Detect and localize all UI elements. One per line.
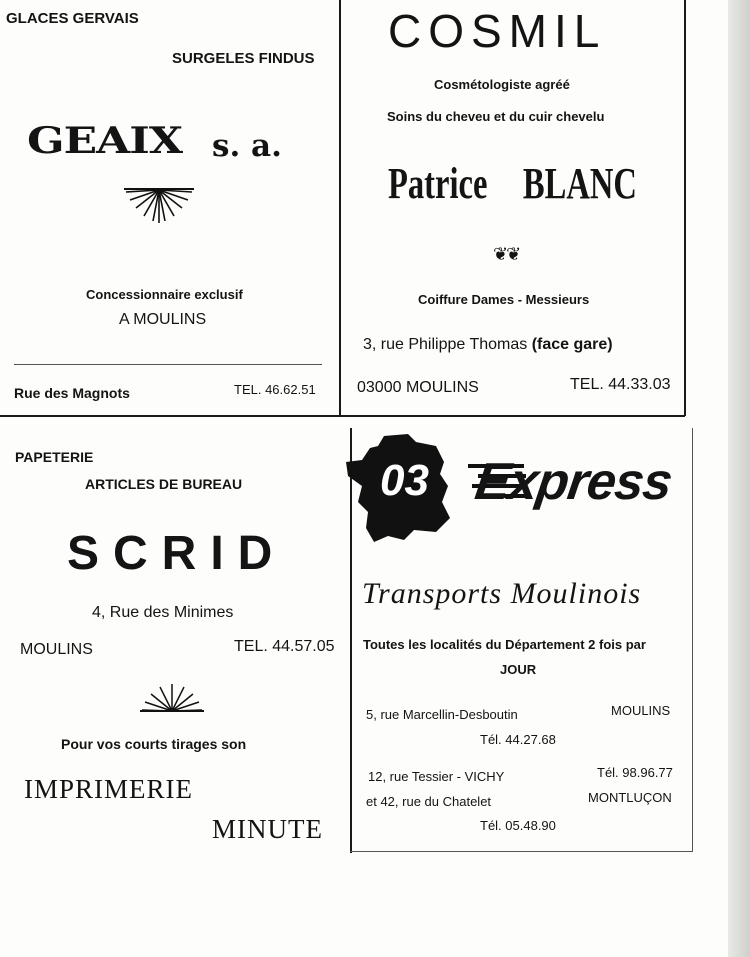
cosmil-owner: [388, 158, 637, 209]
scrid-line1: PAPETERIE: [15, 449, 94, 465]
geaix-tel: TEL. 46.62.51: [234, 382, 316, 397]
cosmil-line1: Cosmétologiste agréé: [434, 77, 570, 92]
geaix-name-text: GEAIX: [27, 120, 182, 162]
scrid-tel: TEL. 44.57.05: [234, 638, 335, 655]
scrid-city: MOULINS: [20, 641, 93, 658]
geaix-suffix: s. a.: [212, 128, 282, 164]
sunburst-icon: [140, 683, 204, 713]
express-tel2: Tél. 98.96.77: [597, 765, 673, 780]
express-city1: MOULINS: [611, 703, 671, 718]
scrid-brand2: MINUTE: [212, 814, 323, 844]
express-city3: MONTLUÇON: [588, 790, 672, 805]
cosmil-address-main: 3, rue Philippe Thomas: [363, 336, 532, 353]
express-name: Transports Moulinois: [362, 577, 642, 610]
divider-thin-geaix: [14, 364, 322, 365]
express-desc2: JOUR: [500, 662, 537, 677]
divider-bottom: [350, 851, 693, 852]
express-desc1: Toutes les localités du Département 2 fois par: [363, 637, 646, 652]
divider-vertical-top: [339, 0, 341, 415]
scrid-brand1: IMPRIMERIE: [24, 774, 194, 804]
scrid-name: SCRID: [67, 527, 287, 580]
express-addr3: et 42, rue du Chatelet: [366, 794, 492, 809]
page-edge: [728, 0, 750, 957]
cosmil-address-note: (face gare): [531, 336, 613, 353]
scrid-address: 4, Rue des Minimes: [92, 604, 234, 621]
express-tel3: Tél. 05.48.90: [480, 818, 556, 833]
geaix-address: Rue des Magnots: [14, 385, 130, 401]
divider-right-bottom: [692, 428, 693, 852]
express-tel1: Tél. 44.27.68: [480, 732, 556, 747]
divider-horizontal-middle: [0, 415, 685, 417]
scrid-line2: ARTICLES DE BUREAU: [85, 476, 243, 492]
express-addr2: 12, rue Tessier - VICHY: [368, 769, 505, 784]
cosmil-tel: TEL. 44.33.03: [570, 376, 671, 393]
geaix-tagline: Concessionnaire exclusif: [86, 287, 243, 302]
geaix-line1: GLACES GERVAIS: [6, 10, 139, 27]
divider-right-top: [684, 0, 686, 416]
cosmil-owner-first: Patrice: [388, 159, 488, 208]
cosmil-name: COSMIL: [388, 5, 607, 57]
cosmil-line2: Soins du cheveu et du cuir chevelu: [387, 109, 605, 124]
geaix-city: A MOULINS: [119, 311, 207, 328]
ornament-icon: ❦❦: [493, 244, 520, 264]
cosmil-address: [363, 336, 613, 354]
geaix-name: [27, 120, 182, 162]
scrid-tagline: Pour vos courts tirages son: [61, 736, 247, 752]
sunburst-icon: [124, 186, 194, 224]
cosmil-line3: Coiffure Dames - Messieurs: [418, 292, 590, 307]
cosmil-city: 03000 MOULINS: [357, 379, 479, 396]
geaix-line2: SURGELES FINDUS: [172, 50, 315, 67]
express-logo-number: 03: [380, 456, 429, 505]
express-logo-word: Express: [471, 453, 676, 511]
cosmil-owner-last: BLANC: [522, 159, 637, 208]
express-addr1: 5, rue Marcellin-Desboutin: [366, 707, 518, 722]
